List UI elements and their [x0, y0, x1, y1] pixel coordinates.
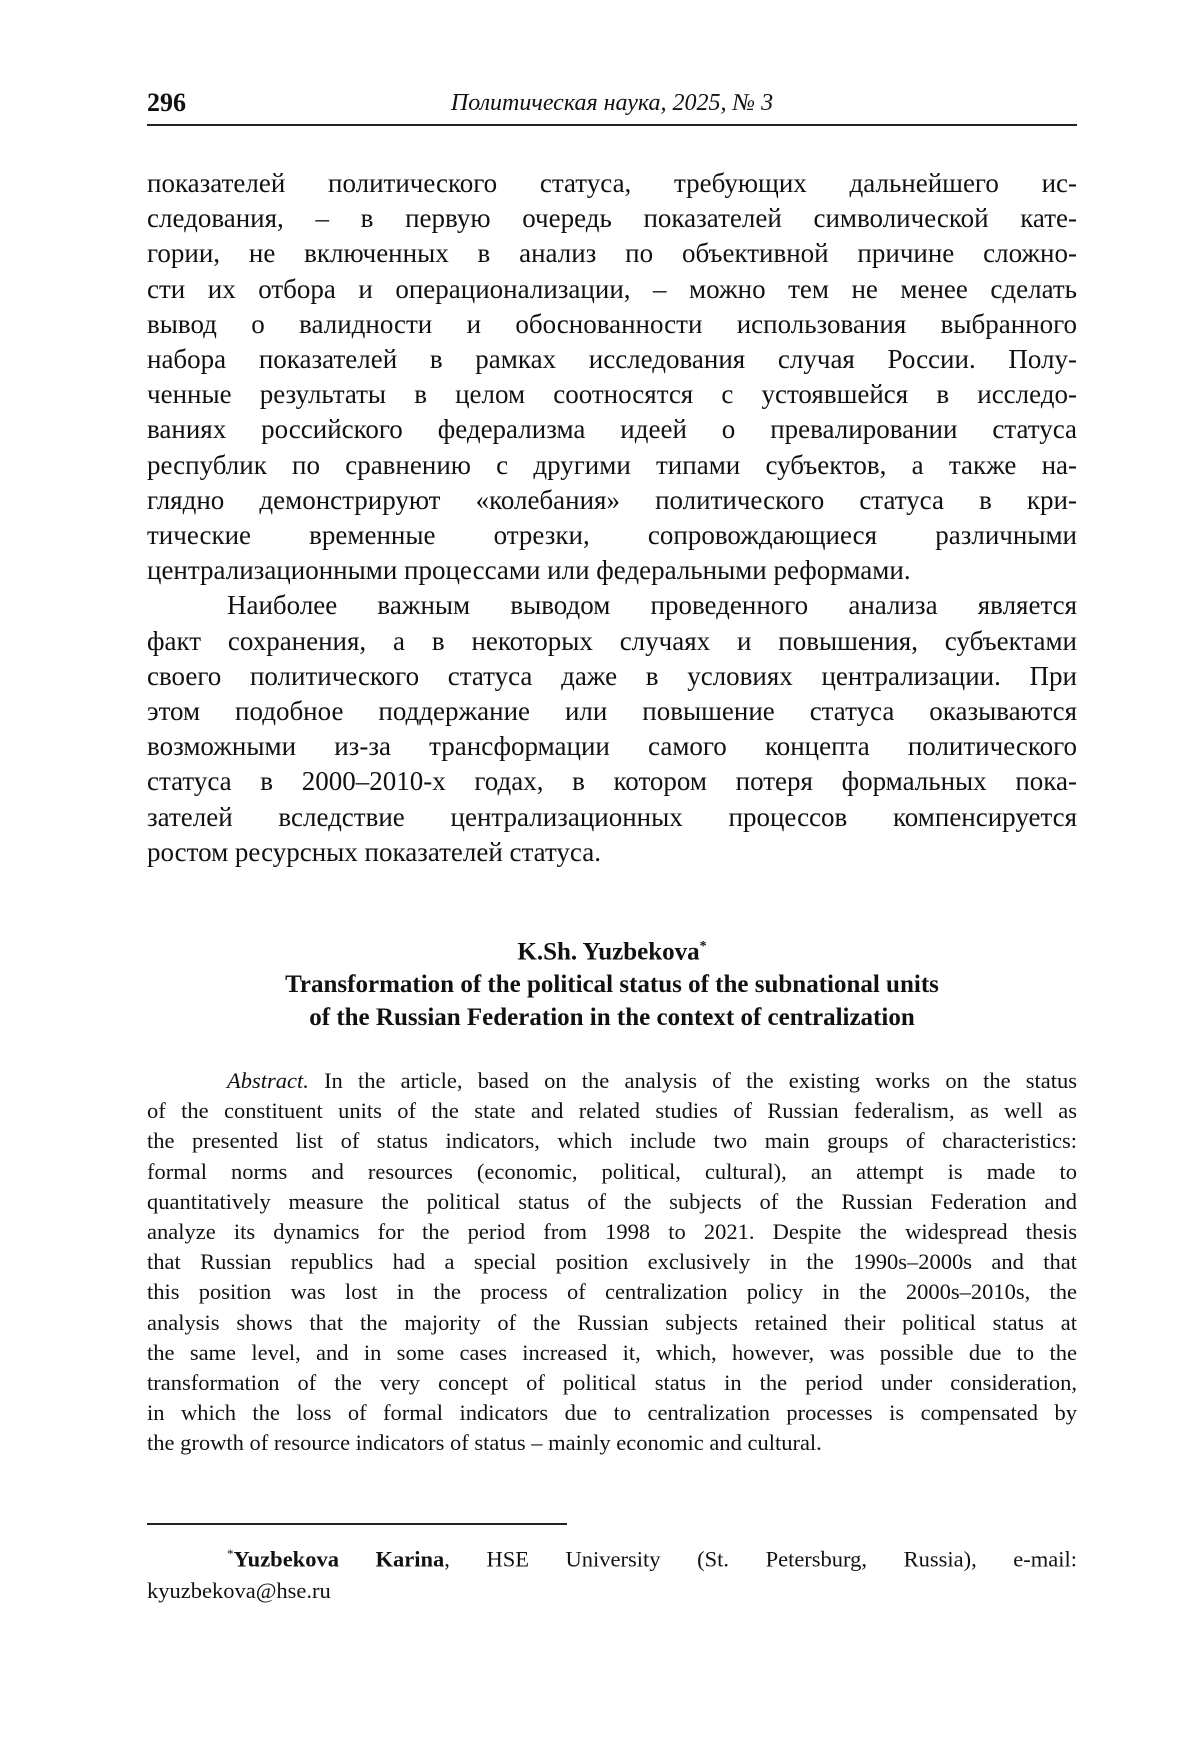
text-line: показателей политического статуса, требующих дальнейшего ис-: [147, 166, 1077, 201]
footnote-mark: *: [227, 1546, 234, 1561]
text-line: in which the loss of formal indicators due to centralization processes is compensated by: [147, 1398, 1077, 1428]
text-line: гории, не включенных в анализ по объективной причине сложно-: [147, 236, 1077, 271]
footnote: [147, 1538, 1077, 1606]
paragraph-2: [147, 588, 1077, 870]
text-line: the growth of resource indicators of status – mainly economic and cultural.: [147, 1428, 1077, 1458]
text-line: своего политического статуса даже в условиях централизации. При: [147, 659, 1077, 694]
text-line: республик по сравнению с другими типами субъектов, а также на-: [147, 448, 1077, 483]
text-line: глядно демонстрируют «колебания» политического статуса в кри-: [147, 483, 1077, 518]
text-line: this position was lost in the process of centralization policy in the 2000s–2010s, the: [147, 1277, 1077, 1307]
abstract-lines: [147, 1096, 1077, 1458]
author-line: [147, 930, 1077, 968]
text-line: analysis shows that the majority of the Russian subjects retained their political status at: [147, 1308, 1077, 1338]
english-title-block: [147, 930, 1077, 1034]
text-line: ченные результаты в целом соотносятся с устоявшейся в исследо-: [147, 377, 1077, 412]
abstract: [147, 1066, 1077, 1459]
journal-title: Политическая наука, 2025, № 3: [147, 90, 1077, 117]
body-text: [147, 166, 1077, 870]
text-line: возможными из-за трансформации самого концепта политического: [147, 729, 1077, 764]
text-line: тические временные отрезки, сопровождающиеся различными: [147, 518, 1077, 553]
text-line: сти их отбора и операционализации, – можно тем не менее сделать: [147, 272, 1077, 307]
footnote-email[interactable]: kyuzbekova@hse.ru: [147, 1575, 1077, 1606]
text-line: статуса в 2000–2010-х годах, в котором потеря формальных пока-: [147, 764, 1077, 799]
running-header: [147, 88, 1077, 126]
abstract-label: Abstract.: [227, 1068, 309, 1093]
footnote-divider: [147, 1523, 567, 1525]
text-line: transformation of the very concept of political status in the period under consideration,: [147, 1368, 1077, 1398]
text-line: этом подобное поддержание или повышение статуса оказываются: [147, 694, 1077, 729]
text-line: analyze its dynamics for the period from 1998 to 2021. Despite the widespread thesis: [147, 1217, 1077, 1247]
author-name: K.Sh. Yuzbekova: [517, 938, 699, 965]
article-title-line-2: of the Russian Federation in the context of centralization: [147, 1001, 1077, 1034]
text-line: централизационными процессами или федеральными реформами.: [147, 553, 1077, 588]
text-line: набора показателей в рамках исследования случая России. Полу-: [147, 342, 1077, 377]
text-line: formal norms and resources (economic, political, cultural), an attempt is made to: [147, 1157, 1077, 1187]
text-line: the presented list of status indicators, which include two main groups of characteristics:: [147, 1126, 1077, 1156]
footnote-marker: *: [700, 939, 707, 954]
page-number: 296: [147, 88, 186, 118]
text-line: факт сохранения, а в некоторых случаях и повышения, субъектами: [147, 624, 1077, 659]
text-line: of the constituent units of the state and related studies of Russian federalism, as well as: [147, 1096, 1077, 1126]
abstract-line: Abstract. In the article, based on the analysis of the existing works on the status: [147, 1066, 1077, 1096]
text-line: ростом ресурсных показателей статуса.: [147, 835, 1077, 870]
text-line: that Russian republics had a special position exclusively in the 1990s–2000s and that: [147, 1247, 1077, 1277]
footnote-author: Yuzbekova Karina: [234, 1547, 445, 1572]
article-title-line-1: Transformation of the political status of the subnational units: [147, 968, 1077, 1001]
paragraph-1: [147, 166, 1077, 588]
text-line: вывод о валидности и обоснованности использования выбранного: [147, 307, 1077, 342]
text-line: the same level, and in some cases increased it, which, however, was possible due to the: [147, 1338, 1077, 1368]
text-line: следования, – в первую очередь показателей символической кате-: [147, 201, 1077, 236]
text-line: ваниях российского федерализма идеей о превалировании статуса: [147, 412, 1077, 447]
text-line: Наиболее важным выводом проведенного анализа является: [147, 588, 1077, 623]
footnote-affiliation: , HSE University (St. Petersburg, Russia), e-mail:: [444, 1547, 1077, 1572]
text-line: зателей вследствие централизационных процессов компенсируется: [147, 800, 1077, 835]
footnote-line-1: [147, 1538, 1077, 1575]
text-line: quantitatively measure the political status of the subjects of the Russian Federation and: [147, 1187, 1077, 1217]
